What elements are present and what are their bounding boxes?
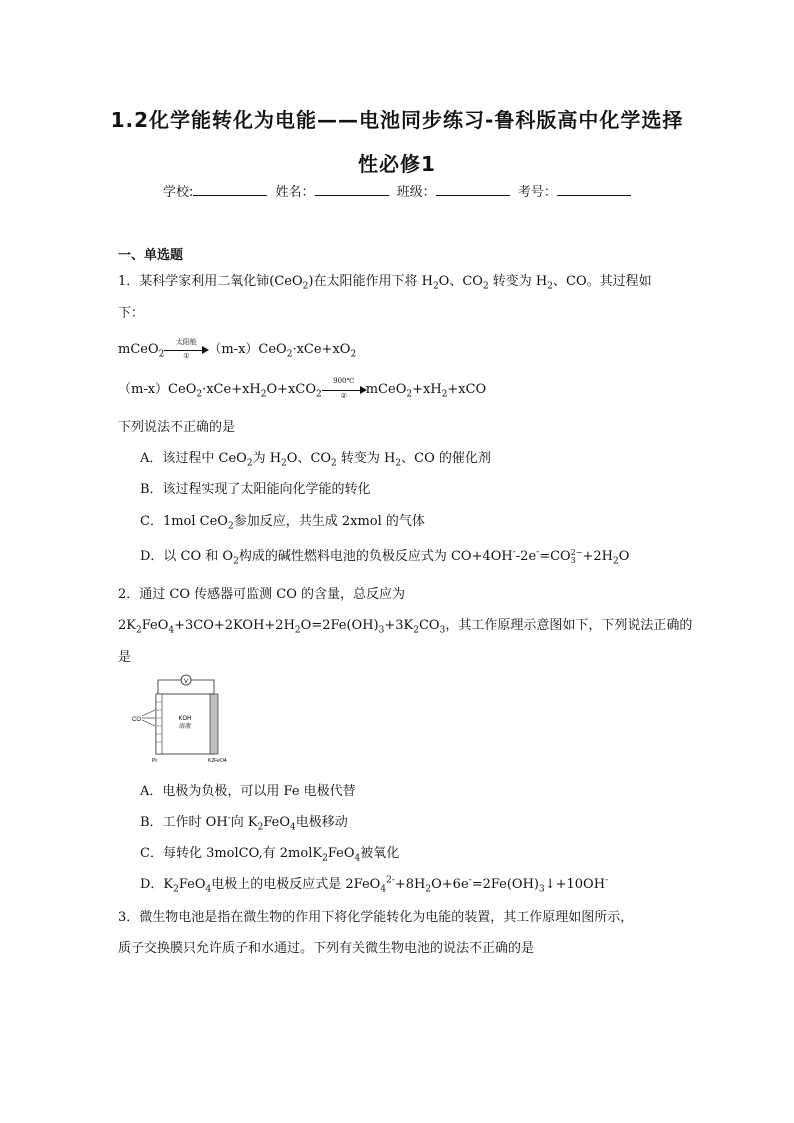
q2-equation: $2K_2FeO_4+3CO+2KOH+2H_2O=2Fe(OH)_3+3K_2CO_3$，其工作原理示意图如下，下列说法正确的 [118, 618, 693, 636]
name-label: 姓名： [275, 185, 315, 200]
co-sensor-diagram [130, 670, 240, 766]
reaction-arrow-icon: 太阳能 ① [164, 343, 208, 357]
section-heading: 一、单选题 [118, 248, 184, 263]
solution-label-2: 溶液 [178, 724, 192, 730]
exam-number-label: 考号： [517, 185, 557, 200]
voltmeter-label: V [183, 679, 189, 685]
q3-stem-line1: 3．微生物电池是指在微生物的作用下将化学能转化为电能的装置，其工作原理如图所示， [118, 910, 634, 925]
q2-stem-line3: 是 [118, 650, 132, 665]
reaction-arrow-icon: 900℃ ② [322, 383, 366, 397]
q2-option-d[interactable]: D．$K_2FeO_4$电极上的电极反应式是 $2FeO_4^{2-}+8H_2O+6e^-=2Fe(OH)_3↓+10OH^-$ [140, 875, 609, 895]
class-field[interactable] [436, 183, 510, 196]
school-field[interactable] [193, 183, 267, 196]
co-label: CO [132, 717, 141, 723]
class-label: 班级： [396, 185, 436, 200]
q1-stem-line2: 下： [118, 306, 145, 321]
k2feo4-electrode [210, 694, 218, 754]
q3-stem-line2: 质子交换膜只允许质子和水通过。下列有关微生物电池的说法不正确的是 [118, 941, 535, 956]
exam-number-field[interactable] [557, 183, 631, 196]
q1-prompt: 下列说法不正确的是 [118, 420, 236, 435]
solution-label-1: KOH [178, 716, 192, 722]
student-info-row [163, 181, 635, 200]
name-field[interactable] [315, 183, 389, 196]
pt-label: Pt [152, 758, 157, 764]
q1-equation-1: mCeO$_2$ 太阳能 ① $(m-x)CeO_2\cdot xCe+xO_2$ [118, 337, 357, 360]
q1-option-c[interactable]: C．1mol CeO$_2$参加反应，共生成 2xmol 的气体 [140, 514, 425, 532]
q1-option-d[interactable]: D．以 CO 和 $O_2$构成的碱性燃料电池的负极反应式为 CO+4OH--2e-=CO 2− 3 $+2H_2O$ [140, 547, 630, 567]
school-label: 学校: [163, 185, 194, 200]
q1-option-b[interactable]: B．该过程实现了太阳能向化学能的转化 [140, 482, 371, 497]
k2feo4-label: K2FeO4 [208, 758, 227, 764]
q2-stem: 2．通过 CO 传感器可监测 CO 的含量，总反应为 [118, 587, 406, 602]
q2-option-b[interactable]: B．工作时 OH-向 $K_2FeO_4$电极移动 [140, 813, 348, 833]
q2-option-c[interactable]: C．每转化 3molCO,有 2molK$_2$FeO$_4$被氧化 [140, 846, 400, 864]
q2-option-a[interactable]: A．电极为负极，可以用 Fe 电极代替 [140, 784, 356, 799]
q1-option-a[interactable]: A．该过程中 CeO$_2$为 $H_2O$、$CO_2$ 转变为 $H_2$、CO 的催化剂 [140, 451, 491, 469]
q1-stem: 1．某科学家利用二氧化铈(CeO$_2$)在太阳能作用下将 $H_2O$、$CO_2$ 转变为 $H_2$、CO。其过程如 [118, 274, 652, 292]
q1-equation-2: $(m-x)CeO_2\cdot xCe+xH_2O+xCO_2$ 900℃ ② $mCeO_2+xH_2+xCO$ [118, 376, 487, 400]
page-title-line2: 性必修1 [358, 152, 436, 176]
page-title-line1: 1.2化学能转化为电能——电池同步练习-鲁科版高中化学选择 [110, 108, 684, 132]
pt-electrode [156, 694, 162, 754]
